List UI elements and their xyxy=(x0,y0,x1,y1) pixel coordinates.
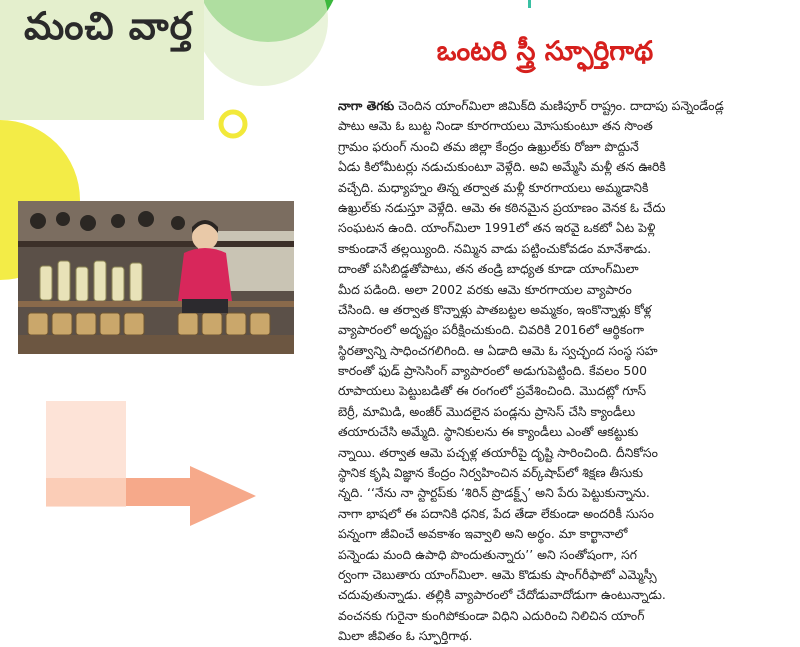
article-line: నాగా భాషలో ఈ పదానికి ధనిక, పేద తేడా లేకుండా అందరికీ సుసం xyxy=(338,505,654,521)
article-lead: నాగా తెగకు xyxy=(338,98,395,113)
article-line: ర్వంగా చెబుతారు యాంగ్‌మిలా. ఆమె కొడుకు షాంగ్‌రీఫాటో ఎమ్మెస్సీ xyxy=(338,566,657,582)
section-title: మంచి వార్త xyxy=(24,4,194,48)
article-headline: ఒంటరి స్త్రీ స్ఫూర్తిగాథ xyxy=(436,36,654,67)
decor-yellow-ring xyxy=(221,112,245,136)
article-line: మీద పడింది. అలా 2002 వరకు ఆమె కూరగాయల వ్యాపారం xyxy=(338,281,632,297)
article-line: గ్రామం ఫరుంగ్ నుంచి తమ జిల్లా కేంద్రం ఉఖ్రుల్‌కు రోజూ పొద్దునే xyxy=(338,138,639,154)
decor-teal-mark xyxy=(528,0,531,8)
article-line: వ్యాపారంలో అదృష్టం పరీక్షించుకుంది. చివరికి 2016లో ఆర్థికంగా xyxy=(338,322,645,338)
article-line: స్థానిక కృషి విజ్ఞాన కేంద్రం నిర్వహించిన వర్క్‌షాప్‌లో శిక్షణ తీసుకు xyxy=(338,465,643,481)
header-banner xyxy=(0,0,204,120)
article-photo xyxy=(18,201,294,354)
decor-light-arc xyxy=(196,0,328,86)
article-line: వంచనకు గురైనా కుంగిపోకుండా విధిని ఎదురించి నిలిచిన యాంగ్ xyxy=(338,607,645,623)
article-line: కారంతో ఫుడ్ ప్రాసెసింగ్ వ్యాపారంలో అడుగుపెట్టింది. కేవలం 500 xyxy=(338,363,648,379)
article-line: దాంతో పసిబిడ్డతోపాటు, తన తండ్రి బాధ్యత కూడా యాంగ్‌మిలా xyxy=(338,261,639,277)
article-line xyxy=(338,96,738,116)
article-line: వచ్చేది. మధ్యాహ్నం తిన్న తర్వాత మళ్లీ కూరగాయలు అమ్మడానికి xyxy=(338,179,649,195)
article-line: న్నది. ‘‘నేను నా స్టార్టప్‌కు ‘శిరిన్ ప్రొడక్ట్స్’ అని పేరు పెట్టుకున్నాను. xyxy=(338,485,650,501)
article-line: స్థిరత్వాన్ని సాధించగలిగింది. ఆ ఏడాది ఆమె ఓ స్వచ్ఛంద సంస్థ సహ xyxy=(338,342,658,358)
article-line: సంఘటన ఉంది. యాంగ్‌మిలా 1991లో తన ఇరవై ఒకటో ఏట పెళ్లి xyxy=(338,220,656,236)
article-line: చదువుతున్నాడు. తల్లికి వ్యాపారంలో చేదోడువాదోడుగా ఉంటున్నాడు. xyxy=(338,587,666,603)
article-line: చేసింది. ఆ తర్వాత కొన్నాళ్లు పాతబట్టల అమ్మకం, ఇంకొన్నాళ్లు కోళ్ల xyxy=(338,301,652,317)
article-line: పన్నెండు మంది ఉపాధి పొందుతున్నారు’’ అని సంతోషంగా, సగ xyxy=(338,546,638,562)
article-line: మిలా జీవితం ఓ స్ఫూర్తిగాథ. xyxy=(338,628,473,644)
article-line: రూపాయలు పెట్టుబడితో ఈ రంగంలో ప్రవేశించింది. మొదట్లో గూస్ xyxy=(338,383,647,399)
article-line: తయారుచేసి అమ్మేది. స్థానికులను ఈ క్యాండీలు ఎంతో ఆకట్టుకు xyxy=(338,424,639,440)
article-line-text: చెందిన యాంగ్‌మిలా జిమిక్‌ది మణిపూర్ రాష్ట్రం. దాదాపు పన్నెండేండ్ల xyxy=(394,98,724,113)
article-line: న్నాయి. తర్వాత ఆమె పచ్చళ్ల తయారీపై దృష్టి సారించింది. దీనికోసం xyxy=(338,444,658,460)
decor-arrow xyxy=(46,401,256,526)
article-line: పన్నంగా జీవించే అవకాశం ఇవ్వాలి అని అర్థం. మా కార్ఖానాలో xyxy=(338,526,628,542)
article-body xyxy=(338,96,738,647)
article-line: కాకుండానే తల్లయ్యింది. నమ్మిన వాడు పట్టించుకోవడం మానేశాడు. xyxy=(338,240,652,256)
photo-illustration xyxy=(18,201,294,354)
article-line: బెర్రీ, మామిడి, అంజీర్ మొదలైన పండ్లను ప్రాసెస్ చేసి క్యాండీలు xyxy=(338,403,636,419)
article-line: ఏడు కిలోమీటర్లు నడుచుకుంటూ వెళ్లేది. అవి అమ్మేసి మళ్లీ తన ఊరికి xyxy=(338,159,666,175)
article-line: ఉఖ్రుల్‌కు నడుస్తూ వెళ్లేది. ఆమె ఈ కఠినమైన ప్రయాణం వెనక ఓ చేదు xyxy=(338,199,666,215)
article-line: పాటు ఆమె ఓ బుట్ట నిండా కూరగాయలు మోసుకుంటూ తన సొంత xyxy=(338,118,653,134)
